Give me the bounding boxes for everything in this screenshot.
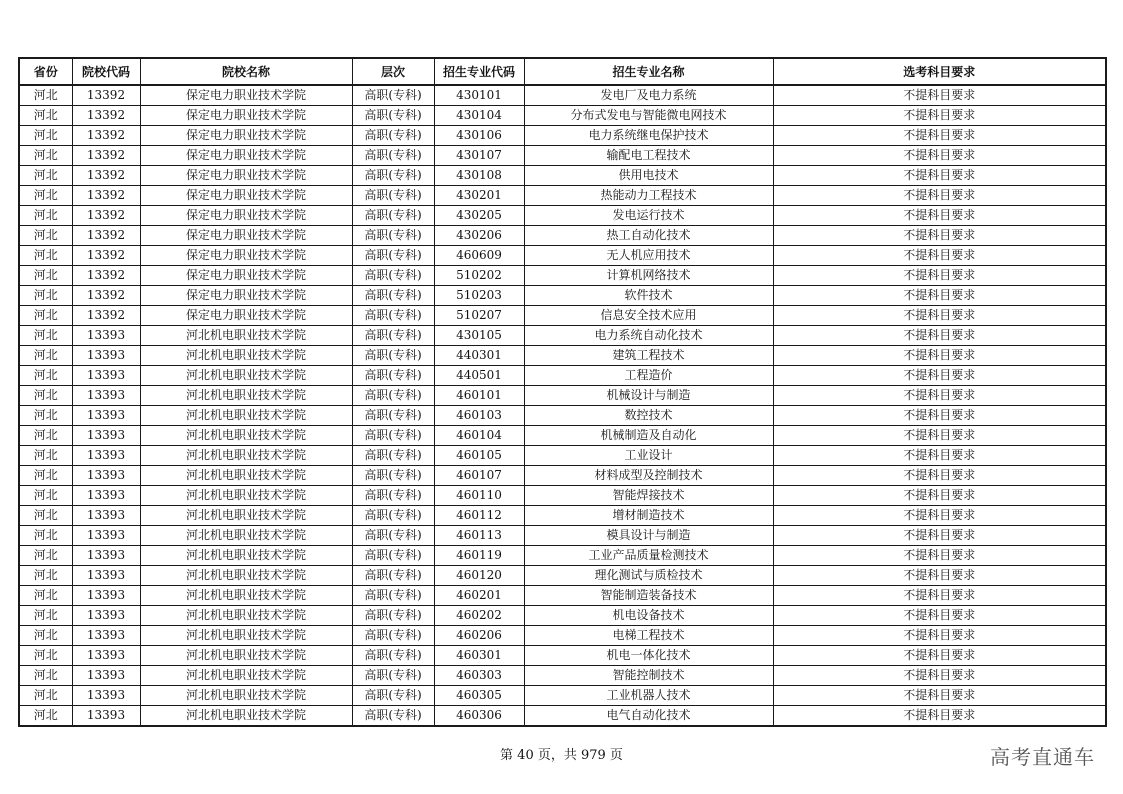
table-row bbox=[19, 146, 1106, 166]
cell-school-name: 保定电力职业技术学院 bbox=[140, 106, 352, 126]
cell-level: 高职(专科) bbox=[352, 386, 434, 406]
cell-school-code: 13392 bbox=[72, 206, 140, 226]
cell-school-name: 河北机电职业技术学院 bbox=[140, 326, 352, 346]
cell-school-name: 河北机电职业技术学院 bbox=[140, 666, 352, 686]
cell-level: 高职(专科) bbox=[352, 626, 434, 646]
cell-subject-requirement: 不提科目要求 bbox=[773, 606, 1106, 626]
table-row bbox=[19, 126, 1106, 146]
cell-province: 河北 bbox=[19, 106, 72, 126]
table-row bbox=[19, 526, 1106, 546]
cell-level: 高职(专科) bbox=[352, 286, 434, 306]
cell-subject-requirement: 不提科目要求 bbox=[773, 206, 1106, 226]
table-row bbox=[19, 686, 1106, 706]
cell-province: 河北 bbox=[19, 286, 72, 306]
cell-school-code: 13392 bbox=[72, 246, 140, 266]
cell-major-code: 460103 bbox=[434, 406, 524, 426]
cell-major-code: 460104 bbox=[434, 426, 524, 446]
cell-school-name: 河北机电职业技术学院 bbox=[140, 386, 352, 406]
cell-subject-requirement: 不提科目要求 bbox=[773, 566, 1106, 586]
cell-level: 高职(专科) bbox=[352, 85, 434, 106]
cell-province: 河北 bbox=[19, 246, 72, 266]
cell-school-name: 河北机电职业技术学院 bbox=[140, 346, 352, 366]
cell-major-code: 430106 bbox=[434, 126, 524, 146]
cell-major-code: 430104 bbox=[434, 106, 524, 126]
cell-school-code: 13393 bbox=[72, 646, 140, 666]
cell-level: 高职(专科) bbox=[352, 146, 434, 166]
table-row bbox=[19, 386, 1106, 406]
cell-level: 高职(专科) bbox=[352, 406, 434, 426]
cell-major-name: 热工自动化技术 bbox=[524, 226, 773, 246]
cell-subject-requirement: 不提科目要求 bbox=[773, 626, 1106, 646]
cell-major-code: 460101 bbox=[434, 386, 524, 406]
cell-school-name: 河北机电职业技术学院 bbox=[140, 546, 352, 566]
table-row bbox=[19, 626, 1106, 646]
cell-school-name: 保定电力职业技术学院 bbox=[140, 146, 352, 166]
cell-subject-requirement: 不提科目要求 bbox=[773, 366, 1106, 386]
cell-school-code: 13393 bbox=[72, 686, 140, 706]
cell-school-code: 13393 bbox=[72, 326, 140, 346]
cell-major-code: 460119 bbox=[434, 546, 524, 566]
table-row bbox=[19, 186, 1106, 206]
cell-school-code: 13392 bbox=[72, 226, 140, 246]
cell-school-code: 13393 bbox=[72, 386, 140, 406]
cell-major-name: 电力系统继电保护技术 bbox=[524, 126, 773, 146]
cell-major-code: 510203 bbox=[434, 286, 524, 306]
header-major-code: 招生专业代码 bbox=[434, 58, 524, 85]
cell-major-name: 热能动力工程技术 bbox=[524, 186, 773, 206]
cell-province: 河北 bbox=[19, 486, 72, 506]
cell-major-code: 460201 bbox=[434, 586, 524, 606]
cell-subject-requirement: 不提科目要求 bbox=[773, 186, 1106, 206]
cell-major-name: 工业设计 bbox=[524, 446, 773, 466]
cell-subject-requirement: 不提科目要求 bbox=[773, 166, 1106, 186]
cell-subject-requirement: 不提科目要求 bbox=[773, 246, 1106, 266]
cell-school-code: 13393 bbox=[72, 486, 140, 506]
cell-level: 高职(专科) bbox=[352, 646, 434, 666]
cell-province: 河北 bbox=[19, 506, 72, 526]
cell-level: 高职(专科) bbox=[352, 186, 434, 206]
cell-province: 河北 bbox=[19, 626, 72, 646]
cell-school-code: 13393 bbox=[72, 606, 140, 626]
cell-school-code: 13393 bbox=[72, 566, 140, 586]
cell-major-name: 理化测试与质检技术 bbox=[524, 566, 773, 586]
cell-school-name: 保定电力职业技术学院 bbox=[140, 166, 352, 186]
cell-level: 高职(专科) bbox=[352, 446, 434, 466]
cell-school-code: 13393 bbox=[72, 426, 140, 446]
cell-province: 河北 bbox=[19, 546, 72, 566]
cell-school-code: 13393 bbox=[72, 526, 140, 546]
cell-school-code: 13393 bbox=[72, 586, 140, 606]
cell-school-name: 河北机电职业技术学院 bbox=[140, 586, 352, 606]
cell-major-name: 供用电技术 bbox=[524, 166, 773, 186]
cell-major-name: 智能控制技术 bbox=[524, 666, 773, 686]
cell-school-name: 河北机电职业技术学院 bbox=[140, 686, 352, 706]
cell-major-name: 智能制造装备技术 bbox=[524, 586, 773, 606]
cell-major-name: 信息安全技术应用 bbox=[524, 306, 773, 326]
cell-school-name: 河北机电职业技术学院 bbox=[140, 466, 352, 486]
cell-school-name: 河北机电职业技术学院 bbox=[140, 446, 352, 466]
watermark-logo: 高考直通车 bbox=[990, 745, 1095, 769]
cell-major-code: 510207 bbox=[434, 306, 524, 326]
cell-major-code: 510202 bbox=[434, 266, 524, 286]
cell-major-code: 460120 bbox=[434, 566, 524, 586]
cell-level: 高职(专科) bbox=[352, 126, 434, 146]
cell-province: 河北 bbox=[19, 186, 72, 206]
cell-level: 高职(专科) bbox=[352, 586, 434, 606]
cell-major-name: 模具设计与制造 bbox=[524, 526, 773, 546]
cell-province: 河北 bbox=[19, 266, 72, 286]
cell-level: 高职(专科) bbox=[352, 246, 434, 266]
table-row bbox=[19, 266, 1106, 286]
table-row bbox=[19, 426, 1106, 446]
cell-school-name: 保定电力职业技术学院 bbox=[140, 266, 352, 286]
cell-major-name: 增材制造技术 bbox=[524, 506, 773, 526]
cell-major-code: 440501 bbox=[434, 366, 524, 386]
cell-school-code: 13393 bbox=[72, 466, 140, 486]
table-row bbox=[19, 646, 1106, 666]
table-row bbox=[19, 246, 1106, 266]
table-row bbox=[19, 366, 1106, 386]
cell-major-name: 电梯工程技术 bbox=[524, 626, 773, 646]
cell-subject-requirement: 不提科目要求 bbox=[773, 506, 1106, 526]
cell-level: 高职(专科) bbox=[352, 606, 434, 626]
cell-subject-requirement: 不提科目要求 bbox=[773, 266, 1106, 286]
cell-school-name: 河北机电职业技术学院 bbox=[140, 566, 352, 586]
cell-province: 河北 bbox=[19, 686, 72, 706]
table-row bbox=[19, 606, 1106, 626]
cell-level: 高职(专科) bbox=[352, 426, 434, 446]
cell-major-name: 数控技术 bbox=[524, 406, 773, 426]
cell-level: 高职(专科) bbox=[352, 346, 434, 366]
cell-subject-requirement: 不提科目要求 bbox=[773, 126, 1106, 146]
cell-subject-requirement: 不提科目要求 bbox=[773, 226, 1106, 246]
cell-school-name: 河北机电职业技术学院 bbox=[140, 606, 352, 626]
cell-level: 高职(专科) bbox=[352, 486, 434, 506]
cell-subject-requirement: 不提科目要求 bbox=[773, 646, 1106, 666]
cell-level: 高职(专科) bbox=[352, 706, 434, 727]
cell-major-code: 430205 bbox=[434, 206, 524, 226]
cell-major-name: 发电运行技术 bbox=[524, 206, 773, 226]
cell-level: 高职(专科) bbox=[352, 466, 434, 486]
cell-level: 高职(专科) bbox=[352, 206, 434, 226]
cell-subject-requirement: 不提科目要求 bbox=[773, 286, 1106, 306]
cell-major-name: 机电一体化技术 bbox=[524, 646, 773, 666]
cell-major-name: 计算机网络技术 bbox=[524, 266, 773, 286]
cell-major-code: 460105 bbox=[434, 446, 524, 466]
cell-school-name: 保定电力职业技术学院 bbox=[140, 186, 352, 206]
cell-major-code: 460107 bbox=[434, 466, 524, 486]
table-row bbox=[19, 406, 1106, 426]
cell-school-code: 13393 bbox=[72, 346, 140, 366]
cell-school-name: 保定电力职业技术学院 bbox=[140, 206, 352, 226]
cell-school-name: 河北机电职业技术学院 bbox=[140, 426, 352, 446]
cell-school-code: 13393 bbox=[72, 706, 140, 727]
cell-subject-requirement: 不提科目要求 bbox=[773, 546, 1106, 566]
cell-school-code: 13393 bbox=[72, 366, 140, 386]
cell-major-code: 460306 bbox=[434, 706, 524, 727]
cell-province: 河北 bbox=[19, 426, 72, 446]
cell-subject-requirement: 不提科目要求 bbox=[773, 686, 1106, 706]
cell-subject-requirement: 不提科目要求 bbox=[773, 406, 1106, 426]
header-school-code: 院校代码 bbox=[72, 58, 140, 85]
cell-level: 高职(专科) bbox=[352, 546, 434, 566]
cell-province: 河北 bbox=[19, 666, 72, 686]
table-row bbox=[19, 85, 1106, 106]
cell-school-name: 河北机电职业技术学院 bbox=[140, 626, 352, 646]
cell-major-code: 430101 bbox=[434, 85, 524, 106]
cell-province: 河北 bbox=[19, 586, 72, 606]
cell-level: 高职(专科) bbox=[352, 226, 434, 246]
table-header-row bbox=[19, 58, 1106, 85]
cell-major-code: 460206 bbox=[434, 626, 524, 646]
cell-major-code: 460305 bbox=[434, 686, 524, 706]
cell-province: 河北 bbox=[19, 346, 72, 366]
cell-major-code: 430206 bbox=[434, 226, 524, 246]
cell-subject-requirement: 不提科目要求 bbox=[773, 386, 1106, 406]
cell-level: 高职(专科) bbox=[352, 106, 434, 126]
header-province: 省份 bbox=[19, 58, 72, 85]
cell-major-name: 输配电工程技术 bbox=[524, 146, 773, 166]
cell-level: 高职(专科) bbox=[352, 666, 434, 686]
table-row bbox=[19, 206, 1106, 226]
table-row bbox=[19, 286, 1106, 306]
table-row bbox=[19, 346, 1106, 366]
cell-level: 高职(专科) bbox=[352, 306, 434, 326]
cell-school-name: 保定电力职业技术学院 bbox=[140, 226, 352, 246]
cell-school-code: 13392 bbox=[72, 286, 140, 306]
table-row bbox=[19, 586, 1106, 606]
cell-major-code: 460110 bbox=[434, 486, 524, 506]
cell-subject-requirement: 不提科目要求 bbox=[773, 446, 1106, 466]
cell-subject-requirement: 不提科目要求 bbox=[773, 526, 1106, 546]
cell-school-code: 13393 bbox=[72, 506, 140, 526]
cell-province: 河北 bbox=[19, 526, 72, 546]
header-school-name: 院校名称 bbox=[140, 58, 352, 85]
cell-province: 河北 bbox=[19, 306, 72, 326]
cell-major-name: 工程造价 bbox=[524, 366, 773, 386]
table-row bbox=[19, 106, 1106, 126]
cell-school-code: 13392 bbox=[72, 85, 140, 106]
cell-major-name: 电力系统自动化技术 bbox=[524, 326, 773, 346]
cell-school-name: 河北机电职业技术学院 bbox=[140, 406, 352, 426]
cell-school-code: 13393 bbox=[72, 546, 140, 566]
table-row bbox=[19, 706, 1106, 727]
cell-subject-requirement: 不提科目要求 bbox=[773, 486, 1106, 506]
cell-province: 河北 bbox=[19, 166, 72, 186]
cell-major-name: 建筑工程技术 bbox=[524, 346, 773, 366]
cell-school-name: 河北机电职业技术学院 bbox=[140, 706, 352, 727]
table-row bbox=[19, 486, 1106, 506]
cell-level: 高职(专科) bbox=[352, 326, 434, 346]
cell-major-name: 软件技术 bbox=[524, 286, 773, 306]
header-major-name: 招生专业名称 bbox=[524, 58, 773, 85]
table-row bbox=[19, 446, 1106, 466]
cell-school-name: 河北机电职业技术学院 bbox=[140, 526, 352, 546]
cell-school-code: 13392 bbox=[72, 126, 140, 146]
cell-province: 河北 bbox=[19, 366, 72, 386]
cell-major-name: 发电厂及电力系统 bbox=[524, 85, 773, 106]
cell-major-code: 460301 bbox=[434, 646, 524, 666]
cell-major-code: 460112 bbox=[434, 506, 524, 526]
cell-subject-requirement: 不提科目要求 bbox=[773, 706, 1106, 727]
cell-school-code: 13393 bbox=[72, 666, 140, 686]
cell-major-name: 材料成型及控制技术 bbox=[524, 466, 773, 486]
table-row bbox=[19, 566, 1106, 586]
cell-province: 河北 bbox=[19, 466, 72, 486]
cell-major-code: 430108 bbox=[434, 166, 524, 186]
cell-school-name: 河北机电职业技术学院 bbox=[140, 366, 352, 386]
table-row bbox=[19, 466, 1106, 486]
cell-school-name: 保定电力职业技术学院 bbox=[140, 246, 352, 266]
cell-major-code: 460609 bbox=[434, 246, 524, 266]
cell-subject-requirement: 不提科目要求 bbox=[773, 326, 1106, 346]
page-number: 第 40 页，共 979 页 bbox=[500, 748, 623, 763]
cell-school-name: 河北机电职业技术学院 bbox=[140, 506, 352, 526]
cell-province: 河北 bbox=[19, 126, 72, 146]
table-row bbox=[19, 306, 1106, 326]
cell-subject-requirement: 不提科目要求 bbox=[773, 346, 1106, 366]
admissions-table bbox=[18, 57, 1107, 727]
cell-school-name: 河北机电职业技术学院 bbox=[140, 646, 352, 666]
table-body bbox=[19, 85, 1106, 726]
cell-level: 高职(专科) bbox=[352, 566, 434, 586]
cell-subject-requirement: 不提科目要求 bbox=[773, 426, 1106, 446]
cell-major-code: 430105 bbox=[434, 326, 524, 346]
cell-level: 高职(专科) bbox=[352, 366, 434, 386]
cell-province: 河北 bbox=[19, 386, 72, 406]
cell-subject-requirement: 不提科目要求 bbox=[773, 586, 1106, 606]
cell-school-name: 河北机电职业技术学院 bbox=[140, 486, 352, 506]
cell-major-name: 工业机器人技术 bbox=[524, 686, 773, 706]
cell-major-name: 机械制造及自动化 bbox=[524, 426, 773, 446]
cell-province: 河北 bbox=[19, 326, 72, 346]
table-row bbox=[19, 166, 1106, 186]
cell-province: 河北 bbox=[19, 85, 72, 106]
cell-school-name: 保定电力职业技术学院 bbox=[140, 126, 352, 146]
cell-province: 河北 bbox=[19, 606, 72, 626]
cell-major-code: 430201 bbox=[434, 186, 524, 206]
cell-subject-requirement: 不提科目要求 bbox=[773, 146, 1106, 166]
table-row bbox=[19, 546, 1106, 566]
cell-subject-requirement: 不提科目要求 bbox=[773, 666, 1106, 686]
cell-school-code: 13393 bbox=[72, 626, 140, 646]
cell-major-name: 工业产品质量检测技术 bbox=[524, 546, 773, 566]
table-row bbox=[19, 326, 1106, 346]
cell-province: 河北 bbox=[19, 146, 72, 166]
cell-level: 高职(专科) bbox=[352, 506, 434, 526]
cell-province: 河北 bbox=[19, 566, 72, 586]
header-level: 层次 bbox=[352, 58, 434, 85]
cell-major-code: 460113 bbox=[434, 526, 524, 546]
cell-subject-requirement: 不提科目要求 bbox=[773, 466, 1106, 486]
cell-province: 河北 bbox=[19, 226, 72, 246]
cell-province: 河北 bbox=[19, 646, 72, 666]
cell-level: 高职(专科) bbox=[352, 686, 434, 706]
cell-province: 河北 bbox=[19, 446, 72, 466]
cell-major-name: 机电设备技术 bbox=[524, 606, 773, 626]
cell-major-name: 机械设计与制造 bbox=[524, 386, 773, 406]
cell-school-code: 13392 bbox=[72, 166, 140, 186]
cell-major-code: 430107 bbox=[434, 146, 524, 166]
cell-school-code: 13393 bbox=[72, 406, 140, 426]
cell-major-name: 分布式发电与智能微电网技术 bbox=[524, 106, 773, 126]
cell-school-code: 13392 bbox=[72, 266, 140, 286]
cell-province: 河北 bbox=[19, 706, 72, 727]
cell-major-name: 智能焊接技术 bbox=[524, 486, 773, 506]
cell-level: 高职(专科) bbox=[352, 266, 434, 286]
cell-school-code: 13392 bbox=[72, 306, 140, 326]
cell-major-name: 电气自动化技术 bbox=[524, 706, 773, 727]
table-row bbox=[19, 666, 1106, 686]
cell-level: 高职(专科) bbox=[352, 166, 434, 186]
cell-school-code: 13392 bbox=[72, 106, 140, 126]
cell-school-name: 保定电力职业技术学院 bbox=[140, 306, 352, 326]
cell-level: 高职(专科) bbox=[352, 526, 434, 546]
cell-major-name: 无人机应用技术 bbox=[524, 246, 773, 266]
cell-school-name: 保定电力职业技术学院 bbox=[140, 286, 352, 306]
header-subject-requirement: 选考科目要求 bbox=[773, 58, 1106, 85]
cell-major-code: 460303 bbox=[434, 666, 524, 686]
cell-province: 河北 bbox=[19, 206, 72, 226]
cell-subject-requirement: 不提科目要求 bbox=[773, 85, 1106, 106]
cell-major-code: 460202 bbox=[434, 606, 524, 626]
cell-school-code: 13392 bbox=[72, 146, 140, 166]
table-row bbox=[19, 506, 1106, 526]
cell-subject-requirement: 不提科目要求 bbox=[773, 306, 1106, 326]
cell-subject-requirement: 不提科目要求 bbox=[773, 106, 1106, 126]
cell-school-code: 13393 bbox=[72, 446, 140, 466]
table-row bbox=[19, 226, 1106, 246]
cell-school-name: 保定电力职业技术学院 bbox=[140, 85, 352, 106]
cell-province: 河北 bbox=[19, 406, 72, 426]
cell-school-code: 13392 bbox=[72, 186, 140, 206]
cell-major-code: 440301 bbox=[434, 346, 524, 366]
